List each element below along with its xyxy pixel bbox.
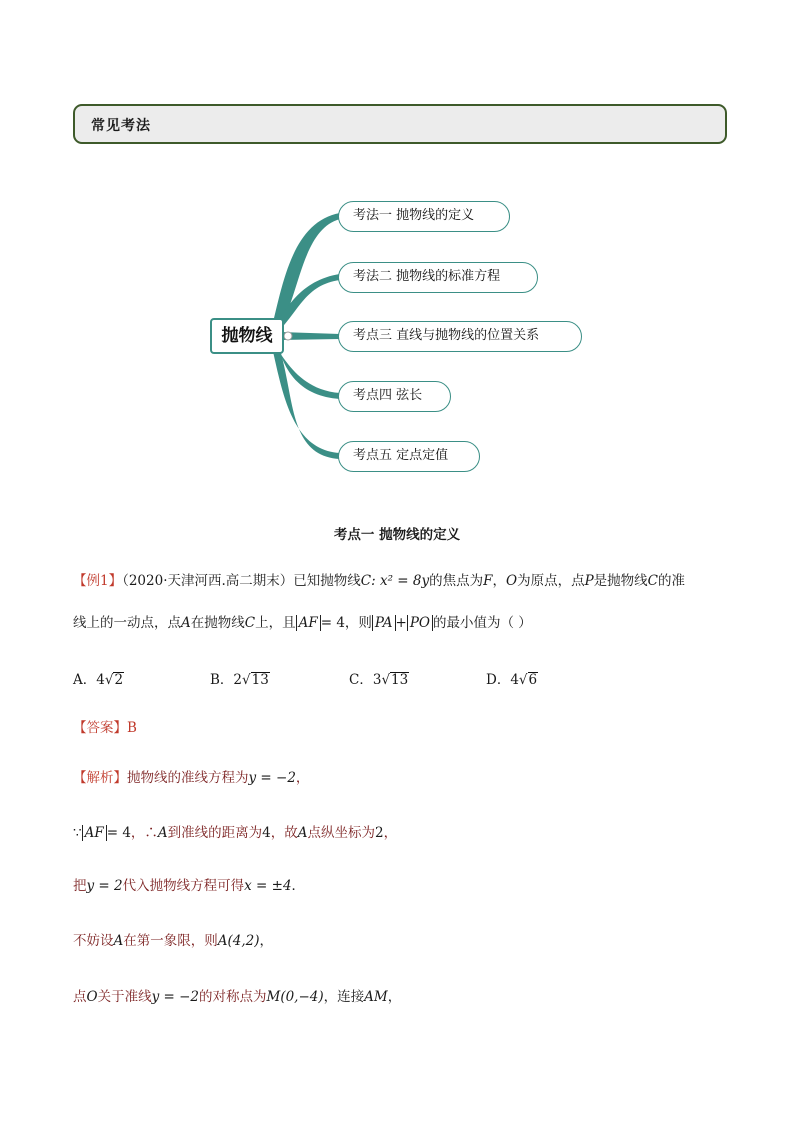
connector-1 (270, 213, 340, 334)
example-text: ，则 (344, 615, 372, 631)
math-var: P (584, 573, 594, 589)
math-operator: + (395, 615, 407, 631)
example-text: 线上的一动点，点 (73, 615, 181, 631)
answer-tag: 【答案】 (73, 720, 127, 736)
math-var: AM (364, 989, 388, 1005)
math-var: A (113, 933, 124, 949)
example-text: 为原点，点 (517, 573, 585, 589)
analysis-text: ， (387, 989, 402, 1005)
option-a: A．4√2 (73, 672, 124, 688)
mindmap-branch-2: 考法二 抛物线的标准方程 (338, 262, 538, 293)
option-radicand: 13 (251, 672, 269, 688)
answer-value: B (127, 720, 137, 736)
math-number: 2 (375, 825, 384, 841)
topic-heading: 考点一 抛物线的定义 (333, 527, 461, 543)
math-var: F (483, 573, 493, 589)
example-text: ， (492, 573, 506, 589)
math-equation: y = 2 (86, 878, 123, 894)
option-radicand: 6 (528, 672, 538, 688)
analysis-text: 点 (73, 989, 87, 1005)
math-point: M(0,−4) (266, 989, 324, 1005)
analysis-text: 在第一象限，则 (123, 933, 218, 949)
analysis-text: 不妨设 (73, 933, 114, 949)
math-equation: x = ±4 (244, 878, 292, 894)
math-equation: y = −2 (151, 989, 199, 1005)
analysis-text: 关于准线 (97, 989, 152, 1005)
example-tag: 【例1】 (73, 573, 123, 589)
analysis-text: ． (291, 878, 306, 894)
connector-5 (270, 338, 340, 459)
example-source: （2020·天津河西.高二期末） (122, 573, 294, 589)
math-abs: AF (82, 825, 107, 841)
analysis-text: 到准线的距离为 (167, 825, 263, 841)
option-radicand: 13 (391, 672, 409, 688)
mindmap-connectors (0, 0, 794, 500)
example-text: 的焦点为 (429, 573, 484, 589)
math-abs: PO (407, 615, 433, 631)
example-text: 的准 (658, 573, 686, 589)
analysis-text: ， (383, 825, 398, 841)
option-coef: 4 (96, 672, 105, 688)
analysis-line-5 (73, 987, 401, 1007)
analysis-text: 抛物线的准线方程为 (127, 770, 249, 786)
math-equation: : x² = 8y (371, 573, 430, 589)
mindmap-branch-5: 考点五 定点定值 (338, 441, 480, 472)
math-equation: = 4 (320, 615, 345, 631)
option-label: B． (210, 672, 234, 688)
option-d: D．4√6 (486, 672, 538, 688)
option-coef: 2 (233, 672, 243, 688)
math-number: 4 (262, 825, 271, 841)
mindmap-branch-3: 考点三 直线与抛物线的位置关系 (338, 321, 582, 352)
option-coef: 4 (510, 672, 519, 688)
analysis-line-4 (73, 931, 273, 951)
option-label: C． (349, 672, 373, 688)
analysis-text: ，故 (270, 825, 298, 841)
example-line-2 (73, 613, 532, 633)
math-var: C (647, 573, 659, 589)
root-connector-dot (284, 332, 292, 340)
math-equation: = 4 (106, 825, 131, 841)
mindmap-branch-1: 考法一 抛物线的定义 (338, 201, 510, 232)
math-equation: A(4,2) (217, 933, 260, 949)
math-var: O (86, 989, 98, 1005)
option-c: C．3√13 (349, 672, 409, 688)
analysis-text: 把 (73, 878, 87, 894)
option-label: A． (73, 672, 97, 688)
example-line-1 (73, 571, 685, 591)
option-label: D． (486, 672, 511, 688)
math-equation: y = −2 (248, 770, 296, 786)
analysis-line-2 (73, 823, 397, 843)
example-text: 上，且 (255, 615, 296, 631)
analysis-text: 的对称点为 (199, 989, 267, 1005)
option-coef: 3 (372, 672, 382, 688)
analysis-line-1 (73, 768, 309, 788)
mindmap-root-node: 抛物线 (210, 318, 284, 354)
math-var: C (244, 615, 256, 631)
option-b: B．2√13 (210, 672, 269, 688)
math-var: O (506, 573, 518, 589)
math-var: A (297, 825, 308, 841)
math-abs: AF (296, 615, 321, 631)
math-var: C (360, 573, 372, 589)
answer-line (73, 718, 137, 738)
math-operator: ∵ (73, 825, 82, 841)
analysis-text: 点纵坐标为 (307, 825, 376, 841)
math-var: A (181, 615, 191, 631)
math-abs: PA (372, 615, 396, 631)
mindmap-branch-4: 考点四 弦长 (338, 381, 451, 412)
section-title: 常见考法 (91, 118, 151, 134)
analysis-text: 代入抛物线方程可得 (122, 878, 245, 894)
example-text: 在抛物线 (190, 615, 245, 631)
analysis-line-3 (73, 876, 305, 896)
analysis-text: ， (295, 770, 310, 786)
analysis-text: ，∴ (130, 825, 158, 841)
example-text: 已知抛物线 (293, 573, 361, 589)
example-text: 是抛物线 (593, 573, 648, 589)
option-radicand: 2 (114, 672, 124, 688)
math-var: A (157, 825, 168, 841)
analysis-text: ，连接 (323, 989, 365, 1005)
example-text: 的最小值为（ ） (432, 615, 532, 631)
analysis-tag: 【解析】 (73, 770, 127, 786)
analysis-text: ， (259, 933, 274, 949)
